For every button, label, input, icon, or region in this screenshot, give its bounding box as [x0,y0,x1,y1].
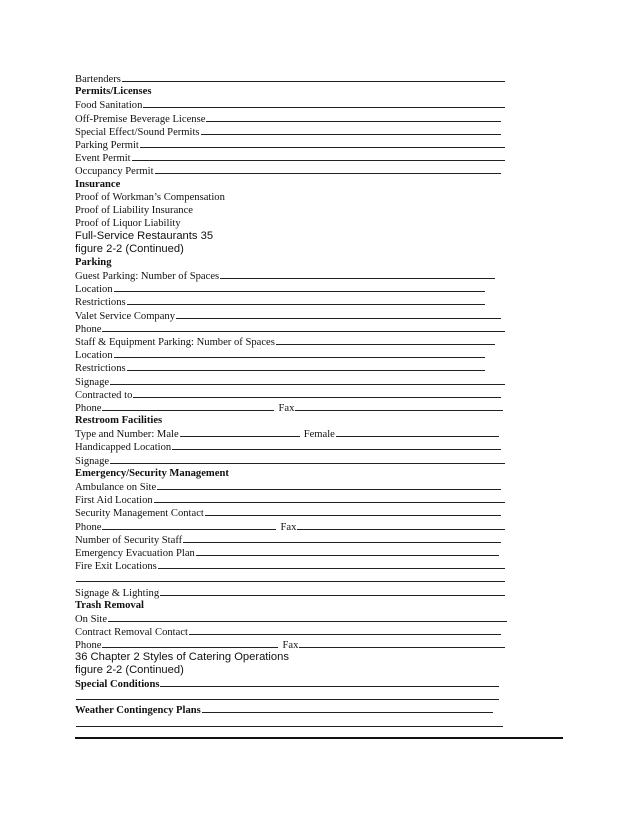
field-label: Contract Removal Contact [75,627,188,639]
field-label: Fax [278,402,295,414]
blank-underline[interactable] [122,72,505,82]
blank-underline[interactable] [76,690,499,700]
form-field-row [75,388,503,401]
form-field-row [75,348,487,361]
field-label: Fax [280,521,297,533]
field-label: Female [303,429,335,441]
section-heading [75,414,525,427]
blank-underline[interactable] [102,638,278,648]
blank-line [75,690,501,703]
field-label: Location [75,284,113,296]
blank-underline[interactable] [143,98,505,108]
field-label: Phone [75,402,102,414]
form-field-row [75,638,507,651]
field-label: Signage & Lighting [75,587,160,599]
form-field-row [75,677,501,690]
field-label: Event Permit [75,153,131,165]
blank-underline[interactable] [108,612,507,622]
blank-underline[interactable] [297,520,505,530]
blank-underline[interactable] [102,322,505,332]
form-field-row [75,125,503,138]
field-label: Proof of Liquor Liability [75,218,181,230]
field-label: Staff & Equipment Parking: Number of Spaces [75,336,275,348]
field-label: Special Effect/Sound Permits [75,126,200,138]
field-label: Off-Premise Beverage License [75,113,206,125]
field-label: Special Conditions [75,679,160,691]
page-caption [75,243,525,256]
field-label: Signage [75,455,110,467]
blank-underline[interactable] [110,375,505,385]
form-field-row [75,440,503,453]
field-label: figure 2-2 (Continued) [75,243,184,256]
page-caption [75,651,525,664]
blank-underline[interactable] [202,703,493,713]
form-field-row [75,546,501,559]
blank-underline[interactable] [76,717,503,727]
blank-underline[interactable] [127,295,485,305]
blank-underline[interactable] [172,440,501,450]
field-label: On Site [75,613,108,625]
form-field-row [75,375,507,388]
blank-underline[interactable] [102,520,276,530]
form-field-row [75,427,501,440]
form-field-row [75,295,487,308]
blank-line [75,572,507,585]
field-label: Restrictions [75,363,126,375]
blank-underline[interactable] [157,480,501,490]
field-label: Restroom Facilities [75,415,163,427]
form-field-row [75,361,487,374]
blank-underline[interactable] [183,533,501,543]
blank-underline[interactable] [276,335,495,345]
field-label: Contracted to [75,389,133,401]
form-page [75,72,525,730]
field-label: Proof of Workman’s Compensation [75,191,225,203]
form-field-row [75,533,503,546]
field-label: Guest Parking: Number of Spaces [75,271,220,283]
field-label: Emergency Evacuation Plan [75,547,195,559]
form-field-row [75,164,503,177]
blank-underline[interactable] [201,125,501,135]
field-label: Trash Removal [75,599,144,611]
field-label: Permits/Licenses [75,86,152,98]
blank-underline[interactable] [110,454,505,464]
form-field-row [75,138,507,151]
field-label: Bartenders [75,74,121,85]
form-field-row [75,282,487,295]
field-label: Ambulance on Site [75,482,157,494]
field-label: Fax [282,640,299,652]
field-label: Fire Exit Locations [75,561,157,573]
form-field-row [75,98,507,111]
field-label: Occupancy Permit [75,166,154,178]
field-label: Type and Number: Male [75,429,179,441]
form-field-row [75,625,503,638]
form-field-row [75,269,497,282]
form-field-row [75,335,497,348]
field-label: Parking [75,256,112,268]
field-label: Handicapped Location [75,442,172,454]
blank-underline[interactable] [160,586,505,596]
blank-underline[interactable] [102,401,274,411]
blank-underline[interactable] [205,506,501,516]
field-label: Full-Service Restaurants 35 [75,230,214,243]
form-field-row [75,559,507,572]
section-heading [75,178,525,191]
bottom-rule [75,737,563,739]
field-label: Security Management Contact [75,508,204,520]
field-label: Food Sanitation [75,100,143,112]
blank-underline[interactable] [160,677,499,687]
form-field-row [75,112,503,125]
checklist-item [75,217,525,230]
blank-underline[interactable] [158,559,505,569]
field-label: Phone [75,323,102,335]
blank-underline[interactable] [295,401,503,411]
section-heading [75,599,525,612]
blank-underline[interactable] [133,388,501,398]
checklist-item [75,204,525,217]
field-label: Emergency/Security Management [75,467,229,479]
blank-underline[interactable] [336,427,499,437]
field-label: Weather Contingency Plans [75,705,201,717]
form-field-row [75,454,507,467]
blank-underline[interactable] [206,112,501,122]
form-field-row [75,401,505,414]
field-label: Signage [75,376,110,388]
field-label: Parking Permit [75,139,139,151]
blank-line [75,717,505,730]
field-label: 36 Chapter 2 Styles of Catering Operations [75,651,289,664]
field-label: figure 2-2 (Continued) [75,664,184,677]
field-label: Location [75,350,113,362]
form-field-row [75,612,509,625]
form-field-row [75,506,503,519]
blank-underline[interactable] [176,309,501,319]
field-label: Insurance [75,178,121,190]
blank-underline[interactable] [180,427,300,437]
blank-underline[interactable] [114,348,485,358]
form-field-row [75,72,507,85]
form-field-row [75,586,507,599]
form-field-row [75,493,507,506]
field-label: First Aid Location [75,495,153,507]
field-label: Proof of Liability Insurance [75,204,193,216]
section-heading [75,467,525,480]
form-field-row [75,309,503,322]
form-field-row [75,703,495,716]
page-caption [75,664,525,677]
blank-underline[interactable] [127,361,485,371]
section-heading [75,256,525,269]
blank-underline[interactable] [132,151,505,161]
blank-underline[interactable] [299,638,505,648]
blank-underline[interactable] [140,138,505,148]
blank-underline[interactable] [76,572,505,582]
field-label: Number of Security Staff [75,534,183,546]
form-field-row [75,322,507,335]
form-field-row [75,520,507,533]
field-label: Phone [75,640,102,652]
blank-underline[interactable] [155,164,501,174]
blank-underline[interactable] [196,546,499,556]
form-lines [75,72,525,730]
form-field-row [75,480,503,493]
field-label: Restrictions [75,297,126,309]
field-label: Phone [75,521,102,533]
field-label: Valet Service Company [75,310,176,322]
blank-underline[interactable] [114,282,485,292]
blank-underline[interactable] [154,493,505,503]
section-heading [75,85,525,98]
form-field-row [75,151,507,164]
page-caption [75,230,525,243]
checklist-item [75,191,525,204]
blank-underline[interactable] [189,625,501,635]
blank-underline[interactable] [220,269,495,279]
